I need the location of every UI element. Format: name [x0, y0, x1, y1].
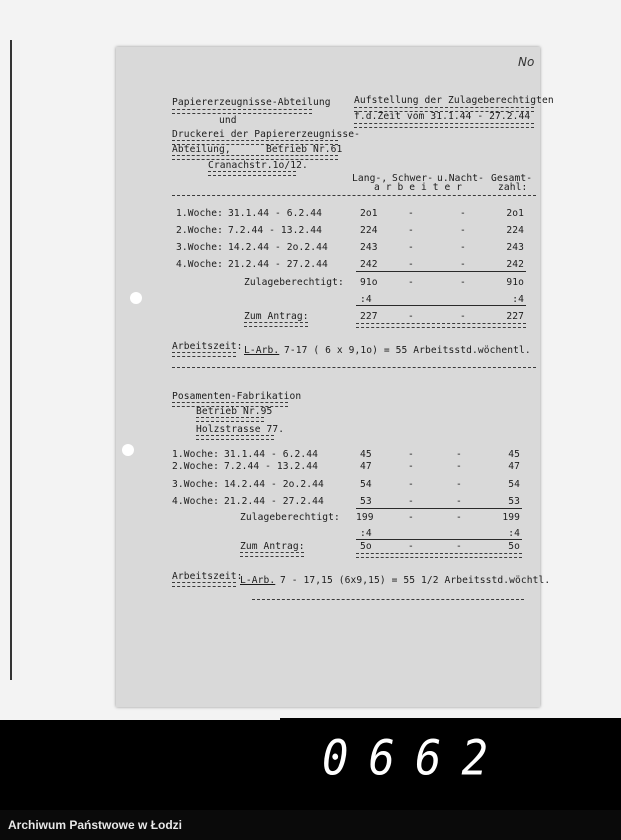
schwer-value: -	[408, 479, 414, 490]
col-nacht: u.Nacht-	[437, 173, 485, 184]
underline	[244, 322, 308, 327]
zulage-nacht: -	[456, 512, 462, 523]
zulage-lang: 91o	[360, 277, 378, 288]
col-gesamt: Gesamt-	[491, 173, 533, 184]
week-range: 7.2.44 - 13.2.44	[228, 225, 323, 236]
week-label: 1.Woche:	[176, 208, 224, 219]
nacht-value: -	[460, 242, 466, 253]
antrag-total: 5o	[508, 541, 520, 552]
dept-und: und	[219, 115, 237, 126]
betrieb-number: Betrieb Nr.61	[266, 144, 343, 155]
total-value: 45	[508, 449, 520, 460]
week-range: 21.2.44 - 27.2.44	[224, 496, 324, 507]
document-page	[116, 47, 554, 707]
total-rule	[356, 553, 522, 558]
lang-value: 224	[360, 225, 378, 236]
schwer-value: -	[408, 208, 414, 219]
schwer-value: -	[408, 496, 414, 507]
nacht-value: -	[460, 208, 466, 219]
underline	[196, 435, 274, 440]
nacht-value: -	[456, 496, 462, 507]
divisor: :4	[360, 294, 372, 305]
col-lang: Lang-,	[352, 173, 388, 184]
week-range: 21.2.44 - 27.2.44	[228, 259, 328, 270]
report-title: Aufstellung der Zulageberechtigten	[354, 95, 554, 106]
arbeitszeit-l: L-Arb.	[244, 345, 280, 356]
schwer-value: -	[408, 461, 414, 472]
antrag-nacht: -	[456, 541, 462, 552]
underline	[196, 417, 264, 422]
frame-number: 0662	[322, 730, 508, 787]
zulage-schwer: -	[408, 277, 414, 288]
backdrop-edge	[10, 40, 12, 680]
antrag-schwer: -	[408, 311, 414, 322]
col-arbeiter: a r b e i t e r	[374, 182, 463, 193]
antrag-lang: 227	[360, 311, 378, 322]
divisor: :4	[360, 528, 372, 539]
total-rule	[356, 323, 526, 328]
antrag-label: Zum Antrag:	[244, 311, 309, 322]
report-period: f.d.Zeit vom 31.1.44 - 27.2.44	[354, 111, 531, 122]
nacht-value: -	[460, 259, 466, 270]
section2-address: Holzstrasse 77.	[196, 424, 285, 435]
arbeitszeit-label: Arbeitszeit:	[172, 341, 243, 352]
week-label: 3.Woche:	[176, 242, 224, 253]
week-label: 2.Woche:	[172, 461, 220, 472]
dept-name: Papiererzeugnisse-Abteilung	[172, 97, 331, 108]
antrag-nacht: -	[460, 311, 466, 322]
sum-rule	[356, 539, 522, 540]
week-range: 31.1.44 - 6.2.44	[224, 449, 319, 460]
page-mark: No	[518, 55, 535, 69]
lang-value: 53	[360, 496, 372, 507]
schwer-value: -	[408, 449, 414, 460]
underline	[172, 352, 236, 357]
lang-value: 45	[360, 449, 372, 460]
total-value: 224	[506, 225, 524, 236]
total-value: 47	[508, 461, 520, 472]
address: Cranachstr.1o/12.	[208, 160, 308, 171]
lang-value: 242	[360, 259, 378, 270]
section2-betrieb: Betrieb Nr.95	[196, 406, 273, 417]
schwer-value: -	[408, 242, 414, 253]
zulage-lang: 199	[356, 512, 374, 523]
nacht-value: -	[456, 449, 462, 460]
zulage-total: 91o	[506, 277, 524, 288]
week-label: 1.Woche:	[172, 449, 220, 460]
week-range: 31.1.44 - 6.2.44	[228, 208, 323, 219]
underline	[240, 552, 304, 557]
section-divider	[172, 367, 536, 368]
col-zahl: zahl:	[498, 182, 528, 193]
sum-rule	[356, 508, 522, 509]
arbeitszeit-label: Arbeitszeit:	[172, 571, 243, 582]
schwer-value: -	[408, 225, 414, 236]
antrag-total: 227	[506, 311, 524, 322]
week-range: 7.2.44 - 13.2.44	[224, 461, 319, 472]
arbeitszeit-text: 7 - 17,15 (6x9,15) = 55 1/2 Arbeitsstd.wöchtl.	[280, 575, 551, 586]
zulage-schwer: -	[408, 512, 414, 523]
week-label: 4.Woche:	[172, 496, 220, 507]
total-value: 2o1	[506, 208, 524, 219]
lang-value: 54	[360, 479, 372, 490]
dept-line3: Druckerei der Papiererzeugnisse-	[172, 129, 361, 140]
lang-value: 47	[360, 461, 372, 472]
zulage-label: Zulageberechtigt:	[240, 512, 340, 523]
frame-number-panel	[280, 718, 621, 806]
underline	[354, 123, 534, 128]
schwer-value: -	[408, 259, 414, 270]
total-value: 54	[508, 479, 520, 490]
divisor-total: :4	[512, 294, 524, 305]
col-schwer: Schwer-	[392, 173, 434, 184]
underline	[172, 582, 236, 587]
antrag-label: Zum Antrag:	[240, 541, 305, 552]
total-value: 53	[508, 496, 520, 507]
arbeitszeit-text: 7-17 ( 6 x 9,1o) = 55 Arbeitsstd.wöchentl.	[284, 345, 531, 356]
zulage-label: Zulageberechtigt:	[244, 277, 344, 288]
underline	[208, 171, 296, 176]
antrag-lang: 5o	[360, 541, 372, 552]
week-label: 2.Woche:	[176, 225, 224, 236]
archive-footer	[0, 810, 621, 840]
total-value: 242	[506, 259, 524, 270]
sum-rule	[356, 305, 526, 306]
total-value: 243	[506, 242, 524, 253]
week-label: 3.Woche:	[172, 479, 220, 490]
nacht-value: -	[456, 479, 462, 490]
punch-hole	[122, 444, 134, 456]
week-range: 14.2.44 - 2o.2.44	[224, 479, 324, 490]
header-rule	[172, 195, 536, 196]
zulage-total: 199	[502, 512, 520, 523]
zulage-nacht: -	[460, 277, 466, 288]
dept-line4: Abteilung,	[172, 144, 231, 155]
underline	[172, 109, 312, 114]
section-divider	[252, 599, 524, 600]
lang-value: 243	[360, 242, 378, 253]
divisor-total: :4	[508, 528, 520, 539]
nacht-value: -	[456, 461, 462, 472]
antrag-schwer: -	[408, 541, 414, 552]
sum-rule	[356, 271, 526, 272]
archive-label: Archiwum Państwowe w Łodzi	[8, 818, 183, 832]
week-range: 14.2.44 - 2o.2.44	[228, 242, 328, 253]
lang-value: 2o1	[360, 208, 378, 219]
arbeitszeit-l: L-Arb.	[240, 575, 276, 586]
nacht-value: -	[460, 225, 466, 236]
punch-hole	[130, 292, 142, 304]
week-label: 4.Woche:	[176, 259, 224, 270]
section2-title: Posamenten-Fabrikation	[172, 391, 302, 402]
